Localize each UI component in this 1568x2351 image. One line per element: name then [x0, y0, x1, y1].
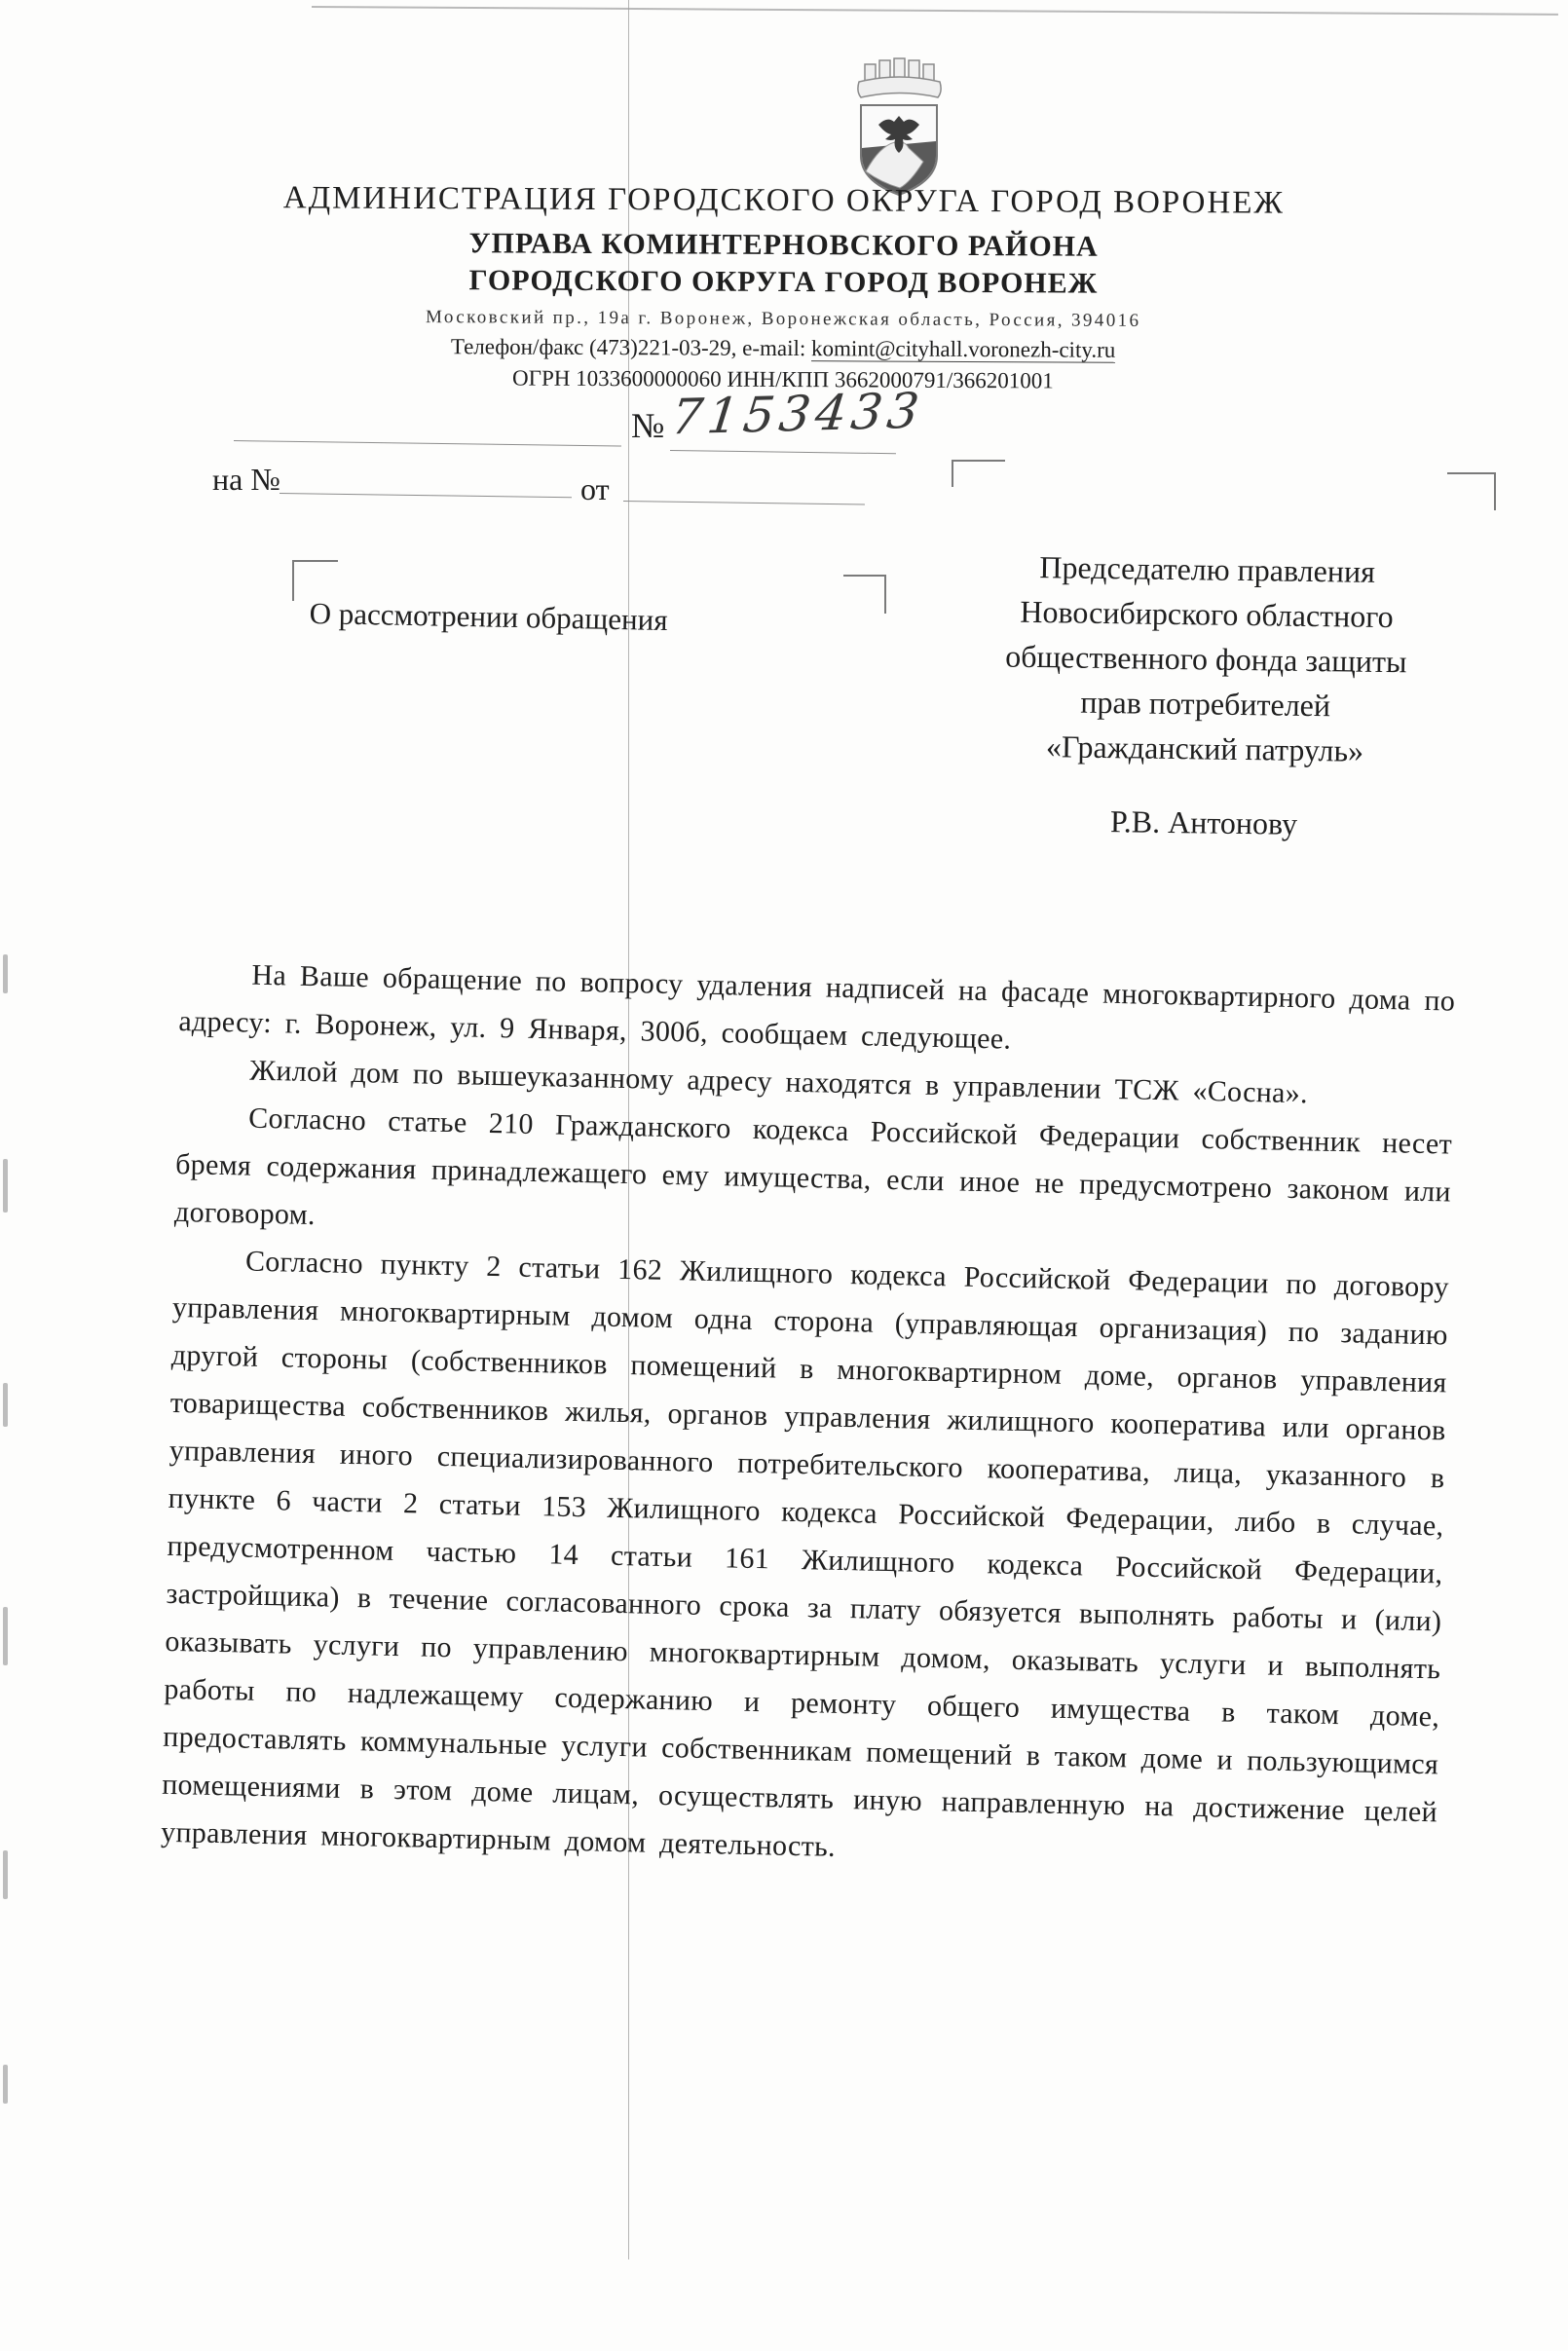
blank-line-under-number — [670, 450, 896, 454]
body-paragraph: На Ваше обращение по вопросу удаления надписей на фасаде многоквартирного дома по адресу: г. Воронеж, ул. 9 Января, 300б, сообщаем следующее. — [178, 958, 1456, 1056]
subject-corner-bracket-right — [843, 575, 886, 614]
org-address: Московский пр., 19а г. Воронеж, Воронежская область, Россия, 394016 — [426, 307, 1141, 331]
blank-line-in-reply-date — [623, 501, 865, 504]
org-contacts — [101, 332, 1465, 364]
addressee-corner-bracket-right — [1447, 472, 1496, 510]
scan-edge-mark — [3, 1850, 8, 1899]
addressee-line: прав потребителей — [1080, 684, 1331, 724]
org-name-line1: АДМИНИСТРАЦИЯ ГОРОДСКОГО ОКРУГА ГОРОД ВОРОНЕЖ — [282, 180, 1286, 221]
org-email: komint@cityhall.voronezh-city.ru — [811, 336, 1116, 362]
addressee-block — [960, 543, 1451, 848]
scan-edge-mark — [3, 1607, 8, 1665]
addressee-name: Р.В. Антонову — [1109, 803, 1298, 841]
org-name-line3: ГОРОДСКОГО ОКРУГА ГОРОД ВОРОНЕЖ — [468, 264, 1099, 300]
addressee-corner-bracket-left — [952, 460, 1005, 487]
body-paragraph: Согласно пункту 2 статьи 162 Жилищного кодекса Российской Федерации по договору управления многоквартирным домом одна сторона (управляющая организация) по заданию другой стороны (собственников помещений в многоквартирном доме, органов управления товарищества собственников жилья, органов управления жилищного кооператива или органов управления иного специализированного потребительского кооператива, лица, указанного в пункте 6 части 2 статьи 153 Жилищного кодекса Российской Федерации, либо в случае, предусмотренном частью 14 статьи 161 Жилищного кодекса Российской Федерации, застройщика) в течение согласованного срока за плату обязуется выполнять работы и (или) оказывать услуги по управлению многоквартирным домом, оказывать услуги и выполнять работы по надлежащему содержанию и ремонту общего имущества в таком доме, предоставлять коммунальные услуги собственникам помещений в таком доме и пользующимся помещениями в этом доме лицам, осуществлять иную направленную на достижение целей управления многоквартирным домом деятельность. — [160, 1245, 1450, 1863]
in-reply-to-label: на № — [212, 462, 280, 497]
number-label: № — [631, 406, 665, 445]
from-date-label: от — [580, 471, 610, 506]
scan-edge-mark — [3, 2065, 8, 2104]
outgoing-number-handwritten: 7153433 — [668, 382, 927, 446]
scan-edge-mark — [3, 1383, 8, 1427]
subject-corner-bracket-left — [292, 560, 338, 601]
addressee-line: Новосибирского областного — [1020, 593, 1394, 635]
org-ogrn-inn: ОГРН 1033600000060 ИНН/КПП 3662000791/366201001 — [512, 365, 1054, 393]
letterhead — [101, 179, 1466, 395]
blank-line-outgoing — [234, 440, 621, 447]
scan-edge-mark — [3, 1159, 8, 1213]
addressee-line: «Гражданский патруль» — [1045, 728, 1364, 768]
subject-line: О рассмотрении обращения — [309, 596, 668, 638]
addressee-line: общественного фонда защиты — [1005, 638, 1407, 680]
phone-fax-label: Телефон/факс (473)221-03-29, e-mail: — [450, 334, 812, 361]
scan-edge-mark — [3, 954, 8, 993]
blank-line-in-reply-number — [280, 493, 572, 498]
scan-top-edge-line — [312, 6, 1558, 16]
body-paragraph: Согласно статье 210 Гражданского кодекса Российской Федерации собственник несет бремя содержания принадлежащего ему имущества, если иное не предусмотрено законом или договором. — [173, 1101, 1453, 1232]
body-paragraph: Жилой дом по вышеуказанному адресу находятся в управлении ТСЖ «Сосна». — [248, 1054, 1309, 1110]
org-name-line2: УПРАВА КОМИНТЕРНОВСКОГО РАЙОНА — [468, 227, 1099, 263]
addressee-line: Председателю правления — [1039, 549, 1376, 589]
letter-body — [161, 950, 1456, 1884]
